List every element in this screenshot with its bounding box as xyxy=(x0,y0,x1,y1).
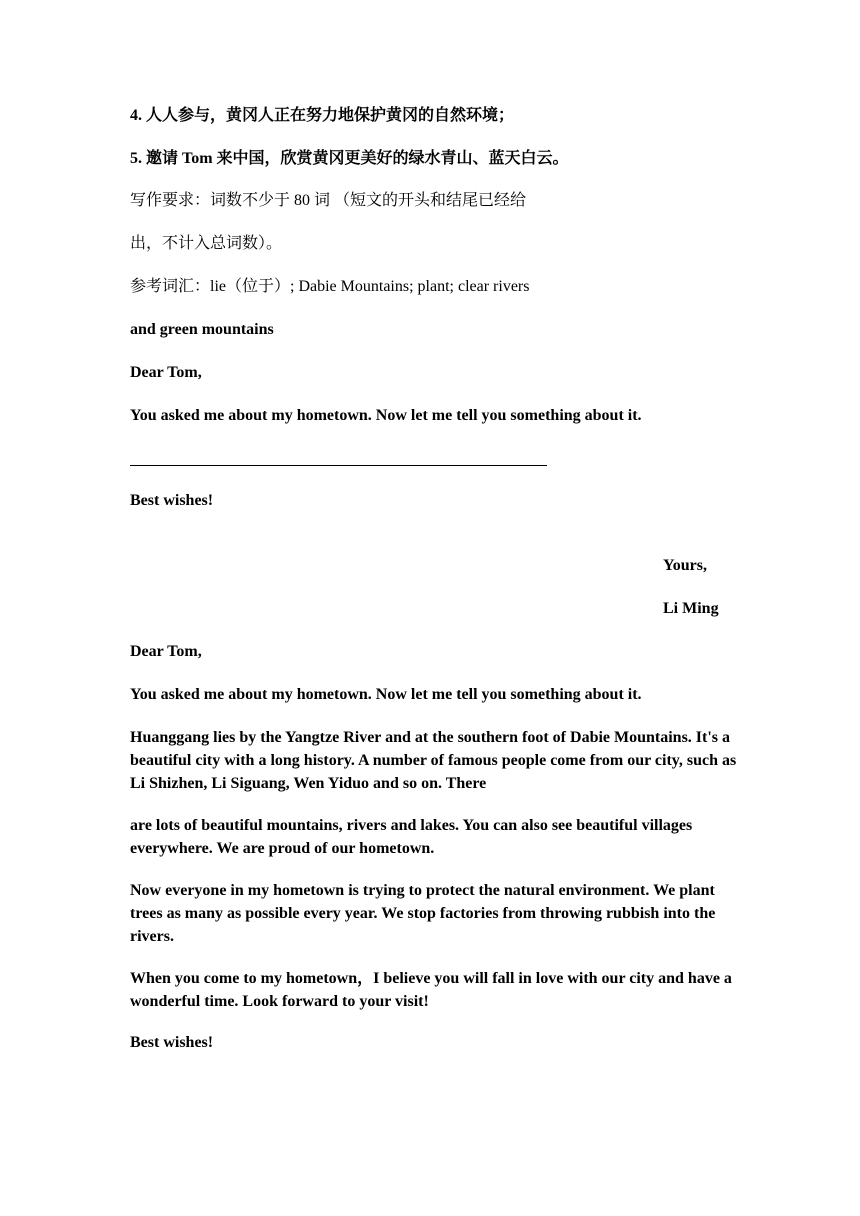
sample-paragraph-2: are lots of beautiful mountains, rivers and lakes. You can also see beautiful villages everywhere. We are proud of our hometown. xyxy=(130,817,693,857)
template-closing: Best wishes! xyxy=(130,492,214,509)
writing-requirement-line-1: 写作要求：词数不少于 80 词 （短文的开头和结尾已经给 xyxy=(130,192,527,209)
writing-requirement-line-2: 出，不计入总词数）。 xyxy=(130,235,283,252)
template-greeting: Dear Tom, xyxy=(130,364,202,381)
sample-greeting: Dear Tom, xyxy=(130,643,202,660)
template-sign-off: Yours, xyxy=(663,557,708,574)
sample-paragraph-1: Huanggang lies by the Yangtze River and at the southern foot of Dabie Mountains. It's a beautiful city with a long history. A number of famous people come from our city, such as Li Shizhen, Li Siguang, Wen Yiduo and so on. There xyxy=(130,729,737,792)
sample-closing: Best wishes! xyxy=(130,1034,214,1051)
requirement-item-4: 4. 人人参与，黄冈人正在努力地保护黄冈的自然环境； xyxy=(130,107,515,124)
template-opening: You asked me about my hometown. Now let me tell you something about it. xyxy=(130,407,642,424)
sample-paragraph-3: Now everyone in my hometown is trying to protect the natural environment. We plant trees as many as possible every year. We stop factories from throwing rubbish into the rivers. xyxy=(130,882,716,945)
vocabulary-line-2: and green mountains xyxy=(130,321,274,338)
vocabulary-line-1: 参考词汇：lie（位于）; Dabie Mountains; plant; clear rivers xyxy=(130,278,530,295)
sample-paragraph-4: When you come to my hometown，I believe you will fall in love with our city and have a wonderful time. Look forward to your visit! xyxy=(130,970,732,1010)
sample-opening: You asked me about my hometown. Now let me tell you something about it. xyxy=(130,686,642,703)
requirement-item-5: 5. 邀请 Tom 来中国，欣赏黄冈更美好的绿水青山、蓝天白云。 xyxy=(130,150,569,167)
answer-blank-line xyxy=(130,465,547,466)
template-signature: Li Ming xyxy=(663,600,719,617)
